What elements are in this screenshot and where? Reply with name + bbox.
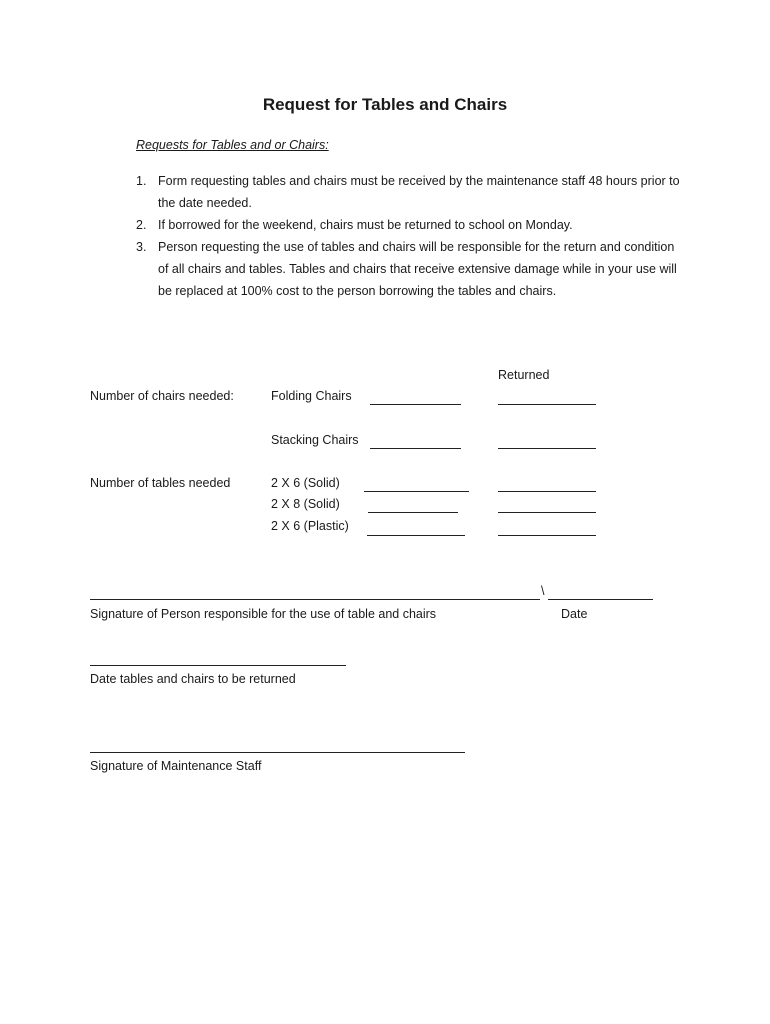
folding-chairs-label: Folding Chairs: [271, 389, 352, 403]
date-label: Date: [561, 607, 588, 621]
page-title: Request for Tables and Chairs: [262, 95, 508, 114]
table-2x6-solid-quantity-field[interactable]: [364, 491, 469, 492]
rules-list: [136, 170, 681, 302]
table-2x6-plastic-quantity-field[interactable]: [367, 535, 465, 536]
rule-text: Person requesting the use of tables and chairs will be responsible for the return and condition of all chairs and tables. Tables and chairs that receive extensive damage while in your use will be replaced at 100% cost to the person borrowing the tables and chairs.: [158, 240, 677, 298]
table-2x8-solid-quantity-field[interactable]: [368, 512, 458, 513]
return-date-field[interactable]: [90, 665, 346, 666]
table-2x6-solid-label: 2 X 6 (Solid): [271, 476, 340, 490]
chairs-needed-label: Number of chairs needed:: [90, 389, 234, 403]
requests-subheading: Requests for Tables and or Chairs:: [136, 138, 329, 152]
folding-chairs-returned-field[interactable]: [498, 404, 596, 405]
table-2x6-solid-returned-field[interactable]: [498, 491, 596, 492]
stacking-chairs-label: Stacking Chairs: [271, 433, 359, 447]
stacking-chairs-returned-field[interactable]: [498, 448, 596, 449]
rule-number: 2.: [136, 218, 147, 232]
table-2x6-plastic-label: 2 X 6 (Plastic): [271, 519, 349, 533]
table-2x6-plastic-returned-field[interactable]: [498, 535, 596, 536]
signature-date-separator: \: [541, 584, 545, 598]
returned-header: Returned: [498, 368, 550, 382]
person-signature-field[interactable]: [90, 599, 540, 600]
stacking-chairs-quantity-field[interactable]: [370, 448, 461, 449]
rule-number: 1.: [136, 174, 147, 188]
folding-chairs-quantity-field[interactable]: [370, 404, 461, 405]
rule-item: [136, 236, 681, 302]
rule-item: [136, 214, 681, 236]
table-2x8-solid-returned-field[interactable]: [498, 512, 596, 513]
return-date-label: Date tables and chairs to be returned: [90, 672, 296, 686]
rule-text: If borrowed for the weekend, chairs must be returned to school on Monday.: [158, 218, 573, 232]
maintenance-signature-field[interactable]: [90, 752, 465, 753]
rule-item: [136, 170, 681, 214]
maintenance-signature-label: Signature of Maintenance Staff: [90, 759, 262, 773]
person-signature-label: Signature of Person responsible for the use of table and chairs: [90, 607, 437, 621]
table-2x8-solid-label: 2 X 8 (Solid): [271, 497, 340, 511]
signature-date-field[interactable]: [548, 599, 653, 600]
tables-needed-label: Number of tables needed: [90, 476, 231, 490]
rule-number: 3.: [136, 240, 147, 254]
rule-text: Form requesting tables and chairs must be received by the maintenance staff 48 hours prior to the date needed.: [158, 174, 680, 210]
